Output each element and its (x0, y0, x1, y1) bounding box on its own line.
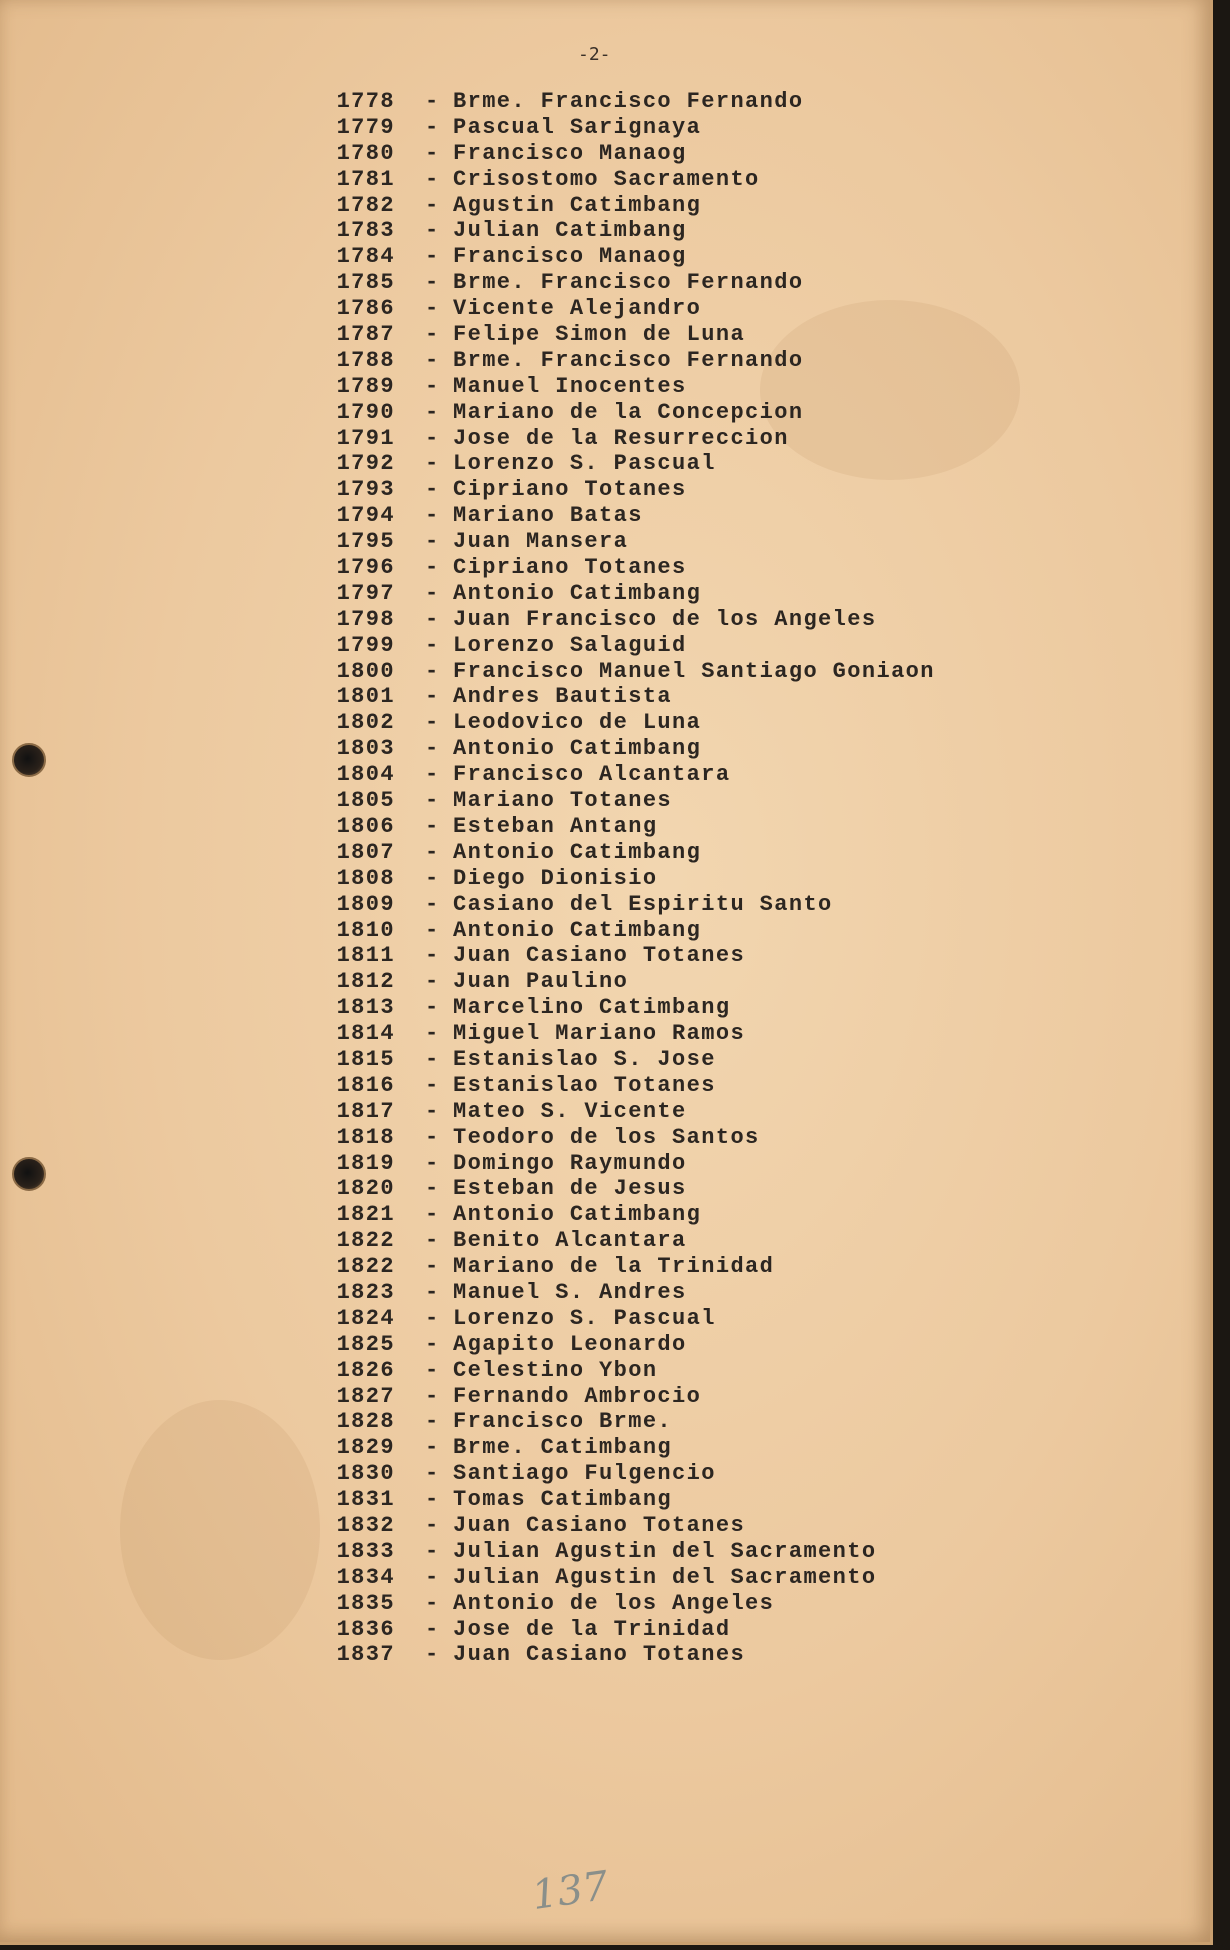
entry-name: Antonio Catimbang (453, 917, 702, 943)
ledger-entry (300, 1617, 935, 1643)
entry-dash: - (425, 1046, 440, 1072)
ledger-entry (300, 1565, 935, 1591)
entry-year: 1827 (336, 1383, 395, 1409)
ledger-entry (300, 710, 935, 736)
entry-dash: - (425, 917, 440, 943)
entry-name: Lorenzo S. Pascual (453, 1305, 716, 1331)
ledger-entry (300, 995, 935, 1021)
entry-name: Mariano de la Trinidad (453, 1254, 775, 1280)
entry-name: Casiano del Espiritu Santo (453, 891, 833, 917)
entry-year: 1796 (336, 555, 395, 581)
entry-dash: - (425, 891, 440, 917)
entry-name: Tomas Catimbang (453, 1487, 673, 1513)
entry-dash: - (425, 1487, 440, 1513)
entry-year: 1818 (336, 1124, 395, 1150)
entry-year: 1810 (336, 917, 395, 943)
entry-year: 1836 (336, 1616, 395, 1642)
entry-year: 1829 (336, 1435, 395, 1461)
entry-name: Cipriano Totanes (453, 555, 687, 581)
entry-dash: - (425, 710, 440, 736)
ledger-entry (300, 426, 935, 452)
ledger-entry (300, 1254, 935, 1280)
ledger-entry (300, 840, 935, 866)
entry-year: 1792 (336, 451, 395, 477)
entry-year: 1833 (336, 1538, 395, 1564)
entry-name: Felipe Simon de Luna (453, 322, 746, 348)
entry-dash: - (425, 1461, 440, 1487)
entry-dash: - (425, 347, 440, 373)
entry-name: Juan Casiano Totanes (453, 943, 746, 969)
entry-name: Juan Paulino (453, 969, 629, 995)
entry-name: Estanislao S. Jose (453, 1046, 716, 1072)
ledger-entry (300, 115, 935, 141)
entry-year: 1815 (336, 1046, 395, 1072)
ledger-entry (300, 659, 935, 685)
entry-name: Brme. Catimbang (453, 1435, 673, 1461)
entry-year: 1817 (336, 1098, 395, 1124)
ledger-entry (300, 1435, 935, 1461)
entry-dash: - (425, 1305, 440, 1331)
ledger-entry (300, 918, 935, 944)
ledger-entry (300, 451, 935, 477)
entry-dash: - (425, 943, 440, 969)
entry-dash: - (425, 218, 440, 244)
ledger-entry (300, 89, 935, 115)
entry-year: 1831 (336, 1487, 395, 1513)
entry-name: Celestino Ybon (453, 1357, 658, 1383)
ledger-entry (300, 866, 935, 892)
ledger-entry (300, 762, 935, 788)
entry-name: Crisostomo Sacramento (453, 166, 760, 192)
entry-dash: - (425, 1512, 440, 1538)
entry-name: Fernando Ambrocio (453, 1383, 702, 1409)
entry-name: Vicente Alejandro (453, 296, 702, 322)
ledger-entry (300, 736, 935, 762)
entry-dash: - (425, 684, 440, 710)
year-name-list (300, 89, 935, 1668)
entry-year: 1825 (336, 1331, 395, 1357)
entry-dash: - (425, 1098, 440, 1124)
entry-name: Benito Alcantara (453, 1228, 687, 1254)
entry-dash: - (425, 425, 440, 451)
entry-name: Antonio Catimbang (453, 736, 702, 762)
entry-year: 1793 (336, 477, 395, 503)
entry-year: 1809 (336, 891, 395, 917)
entry-dash: - (425, 503, 440, 529)
ledger-entry (300, 607, 935, 633)
entry-year: 1814 (336, 1021, 395, 1047)
entry-year: 1812 (336, 969, 395, 995)
entry-name: Brme. Francisco Fernando (453, 347, 804, 373)
entry-year: 1806 (336, 813, 395, 839)
ledger-entry (300, 296, 935, 322)
entry-year: 1834 (336, 1564, 395, 1590)
entry-name: Antonio de los Angeles (453, 1590, 775, 1616)
ledger-entry (300, 1332, 935, 1358)
entry-name: Juan Casiano Totanes (453, 1642, 746, 1668)
entry-year: 1785 (336, 270, 395, 296)
entry-dash: - (425, 451, 440, 477)
entry-year: 1790 (336, 399, 395, 425)
entry-dash: - (425, 995, 440, 1021)
entry-name: Julian Agustin del Sacramento (453, 1538, 877, 1564)
entry-year: 1779 (336, 114, 395, 140)
entry-name: Francisco Manuel Santiago Goniaon (453, 658, 935, 684)
entry-name: Francisco Manaog (453, 140, 687, 166)
entry-year: 1797 (336, 580, 395, 606)
entry-year: 1807 (336, 839, 395, 865)
entry-name: Pascual Sarignaya (453, 114, 702, 140)
ledger-entry (300, 1487, 935, 1513)
entry-name: Jose de la Trinidad (453, 1616, 731, 1642)
ledger-entry (300, 322, 935, 348)
entry-year: 1788 (336, 347, 395, 373)
entry-dash: - (425, 1538, 440, 1564)
entry-year: 1784 (336, 244, 395, 270)
ledger-entry (300, 1021, 935, 1047)
entry-year: 1822 (336, 1228, 395, 1254)
entry-dash: - (425, 1564, 440, 1590)
ledger-entry (300, 814, 935, 840)
entry-name: Brme. Francisco Fernando (453, 270, 804, 296)
ledger-entry (300, 1306, 935, 1332)
entry-name: Estanislao Totanes (453, 1072, 716, 1098)
entry-dash: - (425, 1616, 440, 1642)
punch-hole (12, 743, 46, 777)
entry-dash: - (425, 140, 440, 166)
entry-year: 1821 (336, 1202, 395, 1228)
ledger-entry (300, 1384, 935, 1410)
entry-year: 1803 (336, 736, 395, 762)
ledger-entry (300, 1280, 935, 1306)
entry-dash: - (425, 839, 440, 865)
entry-year: 1826 (336, 1357, 395, 1383)
entry-year: 1780 (336, 140, 395, 166)
handwritten-folio-number: 137 (529, 1862, 612, 1920)
entry-dash: - (425, 1150, 440, 1176)
entry-name: Mateo S. Vicente (453, 1098, 687, 1124)
entry-dash: - (425, 1072, 440, 1098)
entry-name: Santiago Fulgencio (453, 1461, 716, 1487)
entry-dash: - (425, 114, 440, 140)
ledger-entry (300, 167, 935, 193)
ledger-entry (300, 1591, 935, 1617)
entry-name: Domingo Raymundo (453, 1150, 687, 1176)
ledger-entry (300, 477, 935, 503)
entry-dash: - (425, 788, 440, 814)
ledger-entry (300, 1228, 935, 1254)
entry-dash: - (425, 296, 440, 322)
ledger-entry (300, 1125, 935, 1151)
entry-year: 1822 (336, 1254, 395, 1280)
ledger-entry (300, 1202, 935, 1228)
ledger-entry (300, 1513, 935, 1539)
entry-name: Lorenzo Salaguid (453, 632, 687, 658)
entry-name: Agapito Leonardo (453, 1331, 687, 1357)
entry-dash: - (425, 736, 440, 762)
entry-name: Juan Casiano Totanes (453, 1512, 746, 1538)
entry-dash: - (425, 1409, 440, 1435)
ledger-entry (300, 1176, 935, 1202)
ledger-entry (300, 529, 935, 555)
entry-name: Antonio Catimbang (453, 1202, 702, 1228)
ledger-entry (300, 555, 935, 581)
entry-year: 1786 (336, 296, 395, 322)
entry-dash: - (425, 1176, 440, 1202)
entry-name: Francisco Manaog (453, 244, 687, 270)
ledger-entry (300, 348, 935, 374)
ledger-entry (300, 244, 935, 270)
entry-name: Agustin Catimbang (453, 192, 702, 218)
entry-name: Manuel Inocentes (453, 373, 687, 399)
entry-name: Mariano Totanes (453, 788, 673, 814)
entry-name: Manuel S. Andres (453, 1279, 687, 1305)
entry-name: Esteban Antang (453, 813, 658, 839)
entry-year: 1808 (336, 865, 395, 891)
ledger-entry (300, 1461, 935, 1487)
entry-dash: - (425, 1202, 440, 1228)
entry-dash: - (425, 270, 440, 296)
entry-year: 1824 (336, 1305, 395, 1331)
entry-name: Francisco Brme. (453, 1409, 673, 1435)
entry-dash: - (425, 244, 440, 270)
entry-name: Juan Francisco de los Angeles (453, 606, 877, 632)
entry-dash: - (425, 1435, 440, 1461)
entry-dash: - (425, 1124, 440, 1150)
entry-name: Andres Bautista (453, 684, 673, 710)
entry-year: 1802 (336, 710, 395, 736)
entry-dash: - (425, 813, 440, 839)
entry-name: Mariano de la Concepcion (453, 399, 804, 425)
entry-year: 1805 (336, 788, 395, 814)
entry-dash: - (425, 1228, 440, 1254)
entry-dash: - (425, 192, 440, 218)
entry-year: 1798 (336, 606, 395, 632)
entry-year: 1813 (336, 995, 395, 1021)
entry-dash: - (425, 658, 440, 684)
entry-name: Brme. Francisco Fernando (453, 89, 804, 114)
entry-dash: - (425, 477, 440, 503)
ledger-entry (300, 270, 935, 296)
entry-dash: - (425, 1590, 440, 1616)
ledger-entry (300, 503, 935, 529)
entry-dash: - (425, 1254, 440, 1280)
ledger-entry (300, 1073, 935, 1099)
entry-name: Jose de la Resurreccion (453, 425, 789, 451)
entry-year: 1799 (336, 632, 395, 658)
entry-year: 1800 (336, 658, 395, 684)
entry-year: 1819 (336, 1150, 395, 1176)
entry-name: Diego Dionisio (453, 865, 658, 891)
entry-dash: - (425, 529, 440, 555)
entry-dash: - (425, 555, 440, 581)
entry-dash: - (425, 1331, 440, 1357)
entry-name: Julian Catimbang (453, 218, 687, 244)
ledger-entry (300, 400, 935, 426)
entry-year: 1837 (336, 1642, 395, 1668)
entry-year: 1832 (336, 1512, 395, 1538)
entry-year: 1787 (336, 322, 395, 348)
entry-name: Marcelino Catimbang (453, 995, 731, 1021)
entry-year: 1781 (336, 166, 395, 192)
entry-dash: - (425, 1021, 440, 1047)
entry-year: 1789 (336, 373, 395, 399)
ledger-entry (300, 1151, 935, 1177)
entry-year: 1823 (336, 1279, 395, 1305)
entry-dash: - (425, 322, 440, 348)
entry-year: 1795 (336, 529, 395, 555)
entry-dash: - (425, 166, 440, 192)
entry-name: Cipriano Totanes (453, 477, 687, 503)
entry-year: 1811 (336, 943, 395, 969)
entry-year: 1830 (336, 1461, 395, 1487)
entry-name: Francisco Alcantara (453, 762, 731, 788)
entry-name: Leodovico de Luna (453, 710, 702, 736)
entry-dash: - (425, 373, 440, 399)
ledger-entry (300, 141, 935, 167)
ledger-entry (300, 193, 935, 219)
entry-dash: - (425, 606, 440, 632)
ledger-entry (300, 374, 935, 400)
punch-hole (12, 1157, 46, 1191)
paper-stain (120, 1400, 320, 1660)
ledger-entry (300, 1642, 935, 1668)
ledger-entry (300, 1358, 935, 1384)
page-number: -2- (578, 44, 611, 65)
entry-dash: - (425, 632, 440, 658)
entry-dash: - (425, 1357, 440, 1383)
ledger-entry (300, 684, 935, 710)
entry-year: 1804 (336, 762, 395, 788)
ledger-entry (300, 1099, 935, 1125)
entry-dash: - (425, 399, 440, 425)
entry-dash: - (425, 580, 440, 606)
entry-dash: - (425, 865, 440, 891)
entry-name: Antonio Catimbang (453, 580, 702, 606)
entry-year: 1835 (336, 1590, 395, 1616)
entry-year: 1828 (336, 1409, 395, 1435)
entry-dash: - (425, 969, 440, 995)
ledger-entry (300, 969, 935, 995)
entry-year: 1794 (336, 503, 395, 529)
entry-name: Antonio Catimbang (453, 839, 702, 865)
entry-dash: - (425, 89, 440, 114)
entry-name: Julian Agustin del Sacramento (453, 1564, 877, 1590)
entry-name: Mariano Batas (453, 503, 643, 529)
ledger-entry (300, 1047, 935, 1073)
entry-name: Juan Mansera (453, 529, 629, 555)
ledger-entry (300, 892, 935, 918)
entry-name: Lorenzo S. Pascual (453, 451, 716, 477)
entry-year: 1791 (336, 425, 395, 451)
entry-year: 1783 (336, 218, 395, 244)
entry-name: Esteban de Jesus (453, 1176, 687, 1202)
entry-year: 1782 (336, 192, 395, 218)
entry-dash: - (425, 1279, 440, 1305)
entry-name: Teodoro de los Santos (453, 1124, 760, 1150)
entry-year: 1820 (336, 1176, 395, 1202)
ledger-entry (300, 581, 935, 607)
entry-year: 1778 (336, 89, 395, 114)
entry-name: Miguel Mariano Ramos (453, 1021, 746, 1047)
entry-year: 1816 (336, 1072, 395, 1098)
entry-year: 1801 (336, 684, 395, 710)
entry-dash: - (425, 1642, 440, 1668)
ledger-entry (300, 788, 935, 814)
ledger-entry (300, 1409, 935, 1435)
ledger-entry (300, 633, 935, 659)
entry-dash: - (425, 1383, 440, 1409)
ledger-entry (300, 943, 935, 969)
ledger-entry (300, 1539, 935, 1565)
entry-dash: - (425, 762, 440, 788)
ledger-entry (300, 218, 935, 244)
